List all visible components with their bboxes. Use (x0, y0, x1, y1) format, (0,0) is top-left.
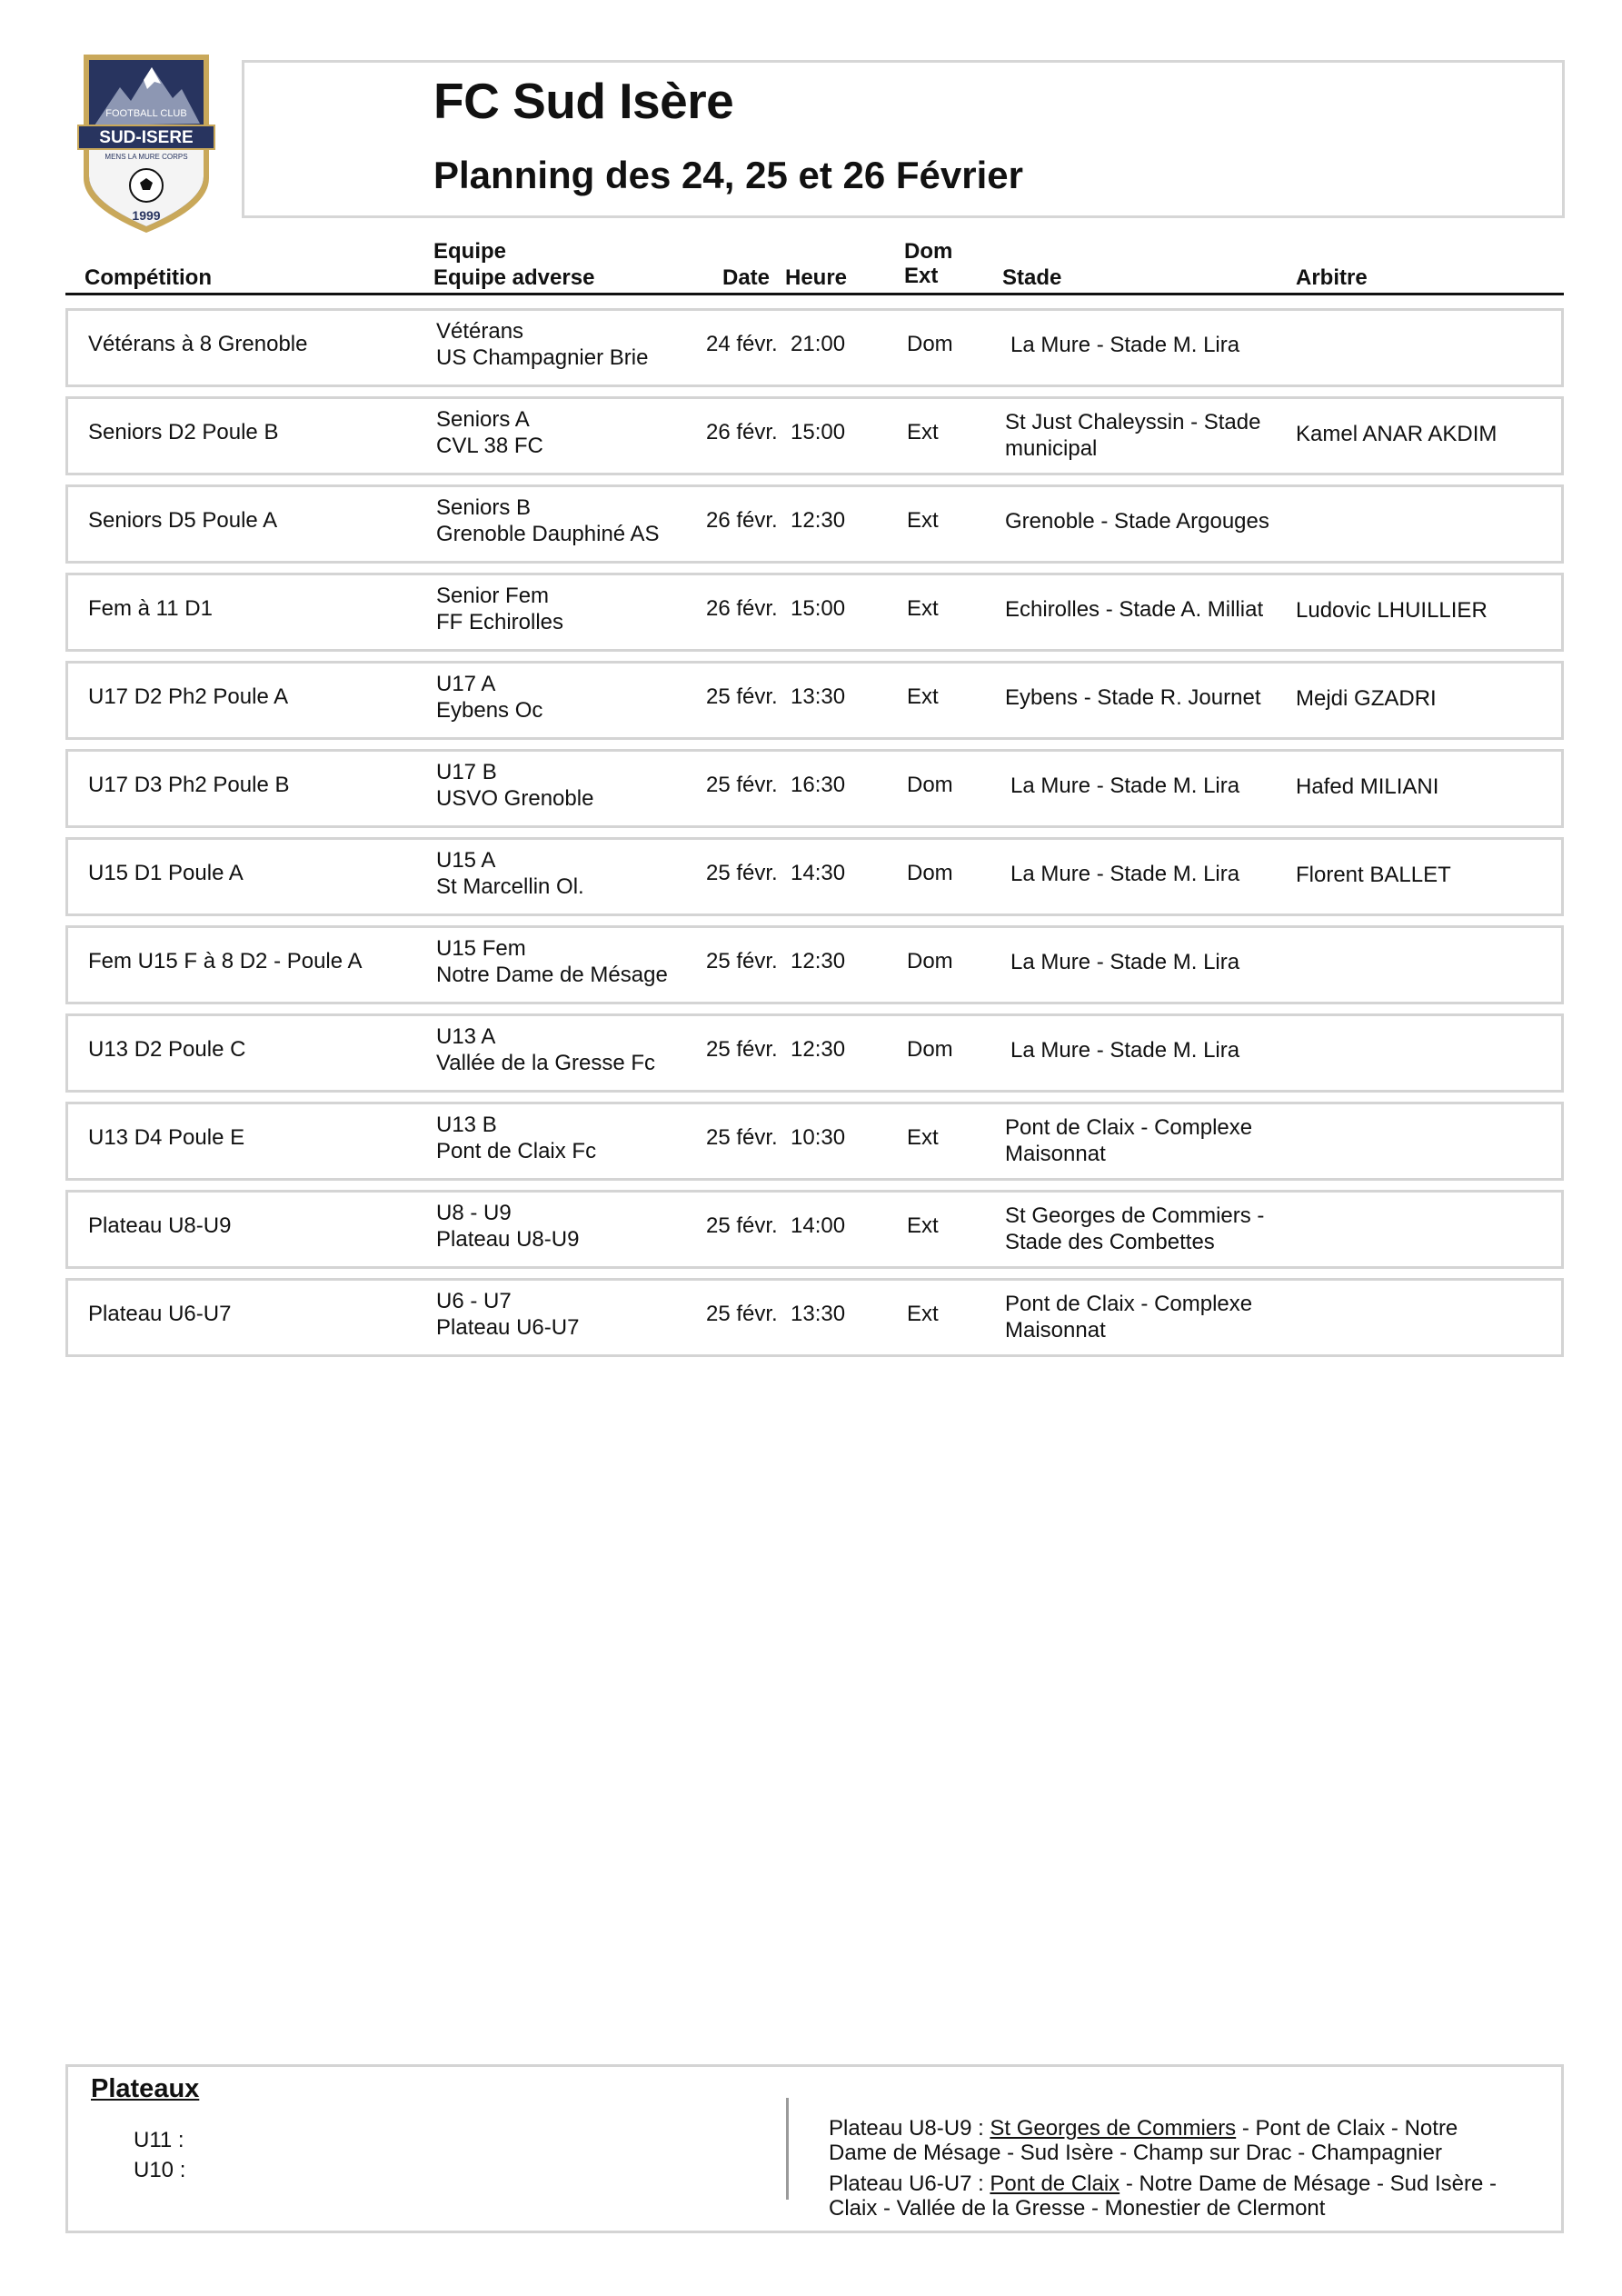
cell-heure: 12:30 (791, 1037, 846, 1062)
cell-teams (436, 1288, 579, 1341)
cell-adverse: Plateau U6-U7 (436, 1315, 580, 1340)
cell-competition: Fem U15 F à 8 D2 - Poule A (88, 949, 363, 973)
table-row (65, 661, 1564, 740)
cell-competition: Plateau U8-U9 (88, 1213, 232, 1238)
cell-equipe: U17 B (436, 760, 497, 784)
cell-adverse: Vallée de la Gresse Fc (436, 1051, 655, 1075)
plateaux-box (65, 2064, 1564, 2233)
cell-date: 25 févr. (706, 773, 778, 797)
cell-dom-ext: Dom (907, 861, 953, 885)
cell-teams (436, 583, 563, 635)
plateau-u6-host: Pont de Claix (990, 2171, 1120, 2196)
cell-competition: Seniors D2 Poule B (88, 420, 279, 444)
cell-date: 25 févr. (706, 861, 778, 885)
cell-equipe: U15 A (436, 848, 496, 873)
cell-competition: Fem à 11 D1 (88, 596, 213, 621)
cell-adverse: FF Echirolles (436, 610, 564, 634)
cell-adverse: Eybens Oc (436, 698, 543, 723)
table-row (65, 1013, 1564, 1093)
u10-label: U10 : (134, 2158, 186, 2182)
cell-equipe: Vétérans (436, 319, 524, 344)
cell-date: 26 févr. (706, 508, 778, 533)
cell-equipe: Seniors A (436, 407, 530, 432)
cell-heure: 12:30 (791, 508, 846, 533)
header-ext: Ext (904, 264, 939, 288)
svg-text:MENS LA MURE CORPS: MENS LA MURE CORPS (104, 153, 188, 161)
cell-dom-ext: Ext (907, 508, 939, 533)
plateau-u8-u9-text (829, 2116, 1519, 2165)
cell-stade: St Just Chaleyssin - Stade municipal (1005, 410, 1261, 461)
cell-stade: La Mure - Stade M. Lira (1010, 1038, 1240, 1063)
table-row (65, 925, 1564, 1004)
svg-text:FOOTBALL CLUB: FOOTBALL CLUB (105, 108, 187, 119)
cell-dom-ext: Dom (907, 332, 953, 356)
cell-heure: 14:00 (791, 1213, 846, 1238)
cell-date: 25 févr. (706, 1037, 778, 1062)
cell-stade: Pont de Claix - Complexe Maisonnat (1005, 1115, 1253, 1166)
u11-label: U11 : (134, 2128, 184, 2152)
table-row (65, 308, 1564, 387)
cell-date: 25 févr. (706, 1125, 778, 1150)
cell-competition: Seniors D5 Poule A (88, 508, 278, 533)
cell-heure: 10:30 (791, 1125, 846, 1150)
cell-dom-ext: Dom (907, 773, 953, 797)
table-row (65, 1278, 1564, 1357)
plateau-u8-label: Plateau U8-U9 : (829, 2116, 990, 2141)
cell-date: 25 févr. (706, 684, 778, 709)
cell-competition: Vétérans à 8 Grenoble (88, 332, 308, 356)
cell-stade: La Mure - Stade M. Lira (1010, 774, 1240, 798)
cell-teams (436, 1112, 596, 1164)
header-heure: Heure (785, 265, 848, 290)
cell-heure: 13:30 (791, 1302, 846, 1326)
cell-adverse: Plateau U8-U9 (436, 1227, 580, 1252)
header-stade: Stade (1002, 265, 1062, 290)
cell-competition: U13 D4 Poule E (88, 1125, 245, 1150)
table-row (65, 1190, 1564, 1269)
table-row (65, 837, 1564, 916)
footer-divider (786, 2098, 789, 2200)
cell-heure: 12:30 (791, 949, 846, 973)
cell-date: 26 févr. (706, 420, 778, 444)
cell-teams (436, 847, 584, 900)
cell-arbitre: Kamel ANAR AKDIM (1296, 422, 1498, 446)
cell-arbitre: Hafed MILIANI (1296, 774, 1439, 799)
cell-heure: 13:30 (791, 684, 846, 709)
cell-dom-ext: Ext (907, 1213, 939, 1238)
cell-adverse: Grenoble Dauphiné AS (436, 522, 660, 546)
table-row (65, 749, 1564, 828)
club-logo (75, 51, 218, 237)
header-equipe: Equipe (433, 239, 507, 264)
cell-adverse: US Champagnier Brie (436, 345, 649, 370)
cell-equipe: U17 A (436, 672, 496, 696)
page-title: FC Sud Isère (433, 73, 734, 129)
header-dom: Dom (904, 239, 953, 264)
cell-adverse: Notre Dame de Mésage (436, 963, 668, 987)
cell-dom-ext: Dom (907, 949, 953, 973)
cell-heure: 16:30 (791, 773, 846, 797)
cell-heure: 21:00 (791, 332, 846, 356)
header-competition: Compétition (85, 265, 212, 290)
table-row (65, 484, 1564, 564)
cell-arbitre: Ludovic LHUILLIER (1296, 598, 1488, 623)
plateau-u8-host: St Georges de Commiers (990, 2116, 1237, 2141)
cell-heure: 15:00 (791, 420, 846, 444)
cell-date: 25 févr. (706, 1213, 778, 1238)
cell-dom-ext: Ext (907, 596, 939, 621)
cell-equipe: U8 - U9 (436, 1201, 512, 1225)
table-row (65, 396, 1564, 475)
cell-equipe: U6 - U7 (436, 1289, 512, 1313)
cell-heure: 14:30 (791, 861, 846, 885)
cell-dom-ext: Dom (907, 1037, 953, 1062)
cell-adverse: St Marcellin Ol. (436, 874, 584, 899)
cell-adverse: USVO Grenoble (436, 786, 594, 811)
cell-teams (436, 1023, 655, 1076)
cell-adverse: CVL 38 FC (436, 434, 543, 458)
cell-arbitre: Mejdi GZADRI (1296, 686, 1437, 711)
header-rule (65, 293, 1564, 295)
cell-teams (436, 759, 593, 812)
cell-teams (436, 318, 648, 371)
header-date: Date (722, 265, 771, 290)
cell-dom-ext: Ext (907, 1125, 939, 1150)
cell-stade: Grenoble - Stade Argouges (1005, 509, 1269, 534)
plateaux-title: Plateaux (91, 2074, 200, 2103)
schedule-table (65, 308, 1564, 1366)
table-row (65, 1102, 1564, 1181)
svg-text:SUD-ISERE: SUD-ISERE (99, 128, 194, 147)
cell-stade: La Mure - Stade M. Lira (1010, 862, 1240, 886)
cell-date: 25 févr. (706, 1302, 778, 1326)
cell-equipe: U15 Fem (436, 936, 526, 961)
cell-stade: Eybens - Stade R. Journet (1005, 685, 1261, 710)
cell-arbitre: Florent BALLET (1296, 863, 1451, 887)
cell-stade: La Mure - Stade M. Lira (1010, 333, 1240, 357)
cell-teams (436, 671, 542, 724)
cell-stade: Pont de Claix - Complexe Maisonnat (1005, 1292, 1253, 1343)
plateau-u6-u7-text (829, 2171, 1519, 2221)
cell-teams (436, 406, 543, 459)
cell-teams (436, 1200, 579, 1253)
header-arbitre: Arbitre (1296, 265, 1368, 290)
cell-competition: U17 D2 Ph2 Poule A (88, 684, 289, 709)
table-row (65, 573, 1564, 652)
cell-competition: Plateau U6-U7 (88, 1302, 232, 1326)
cell-date: 26 févr. (706, 596, 778, 621)
plateau-u6-label: Plateau U6-U7 : (829, 2171, 990, 2196)
page-subtitle: Planning des 24, 25 et 26 Février (433, 154, 1023, 196)
cell-dom-ext: Ext (907, 1302, 939, 1326)
cell-equipe: U13 A (436, 1024, 496, 1049)
cell-date: 25 févr. (706, 949, 778, 973)
cell-competition: U17 D3 Ph2 Poule B (88, 773, 290, 797)
cell-equipe: Seniors B (436, 495, 532, 520)
header-equipe-adverse: Equipe adverse (433, 265, 595, 290)
cell-equipe: U13 B (436, 1113, 497, 1137)
cell-stade: St Georges de Commiers - Stade des Combettes (1005, 1203, 1265, 1254)
cell-dom-ext: Ext (907, 684, 939, 709)
plateau-u6-rest: - Notre Dame de Mésage - Sud Isère - Claix - Vallée de la Gresse - Monestier de Clermont (829, 2171, 1498, 2221)
cell-competition: U13 D2 Poule C (88, 1037, 246, 1062)
cell-heure: 15:00 (791, 596, 846, 621)
cell-dom-ext: Ext (907, 420, 939, 444)
cell-date: 24 févr. (706, 332, 778, 356)
cell-stade: Echirolles - Stade A. Milliat (1005, 597, 1264, 622)
cell-competition: U15 D1 Poule A (88, 861, 244, 885)
cell-adverse: Pont de Claix Fc (436, 1139, 597, 1163)
cell-teams (436, 935, 668, 988)
cell-equipe: Senior Fem (436, 584, 550, 608)
cell-teams (436, 494, 660, 547)
svg-text:1999: 1999 (132, 208, 161, 223)
plateau-u8-rest: - Pont de Claix - Notre Dame de Mésage - Sud Isère - Champ sur Drac - Champagnier (829, 2116, 1458, 2165)
cell-stade: La Mure - Stade M. Lira (1010, 950, 1240, 974)
